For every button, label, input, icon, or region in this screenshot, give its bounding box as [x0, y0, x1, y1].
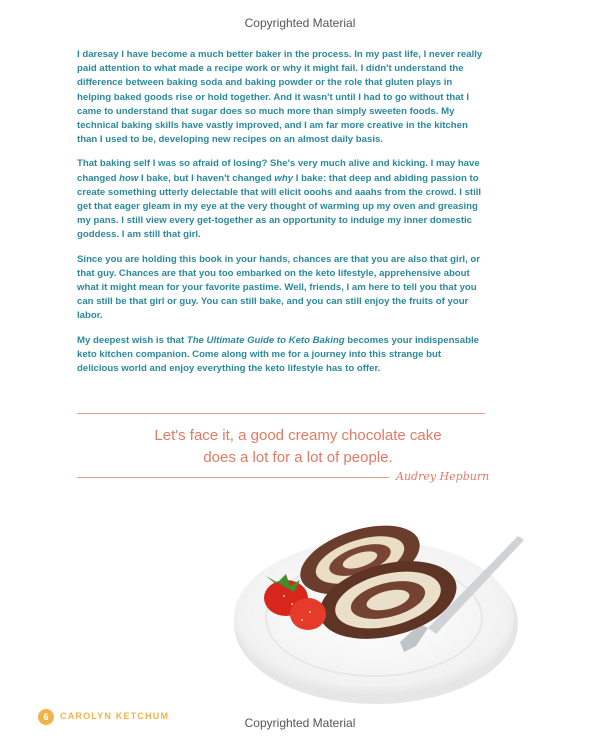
cake-roll-photo	[228, 496, 532, 708]
paragraph-4-part-a: My deepest wish is that	[77, 334, 187, 346]
paragraph-2-part-a: That baking self I was so afraid of losing? She's very much alive and kicking. I may have changed	[77, 158, 480, 184]
author-name: CAROLYN KETCHUM	[60, 711, 170, 721]
book-title: The Ultimate Guide to Keto Baking	[186, 334, 345, 346]
pull-quote-line-2: does a lot for a lot of people.	[203, 449, 393, 466]
quote-top-rule	[77, 413, 485, 414]
paragraph-3: Since you are holding this book in your hands, chances are that you are also that girl, or that guy. Chances are that you too embarked on the keto lifestyle, apprehensive about what it might mean for your favorite pastime. Well, friends, I am here to tell you that you can still be that girl or guy. You can still bake, and you can still enjoy the fruits of your labor.	[77, 253, 481, 322]
paragraph-4	[77, 334, 483, 377]
paragraph-2-part-c: I bake: that deep and abiding passion to create something utterly delectable that will elicit ooohs and aaahs from the crowd. I still get that eager gleam in my eye at the very thought of warming up my oven and greasing my pans. I still view every get-together as an opportunity to indulge my inner domestic goddess. I am still that girl.	[77, 172, 482, 241]
copyright-footer: Copyrighted Material	[244, 716, 356, 730]
emphasis-why: why	[274, 172, 294, 184]
page-number-badge: 6	[38, 709, 54, 725]
quote-attribution: Audrey Hepburn	[396, 470, 490, 483]
quote-bottom-rule	[77, 477, 389, 478]
copyright-header: Copyrighted Material	[244, 16, 356, 30]
paragraph-2	[77, 157, 483, 242]
paragraph-2-part-b: I bake, but I haven't changed	[138, 172, 275, 184]
paragraph-1: I daresay I have become a much better baker in the process. In my past life, I never really paid attention to what made a recipe work or why it might fail. I didn't understand the difference between baking soda and baking powder or the role that gluten plays in helping baked goods rise or hold together. And it wasn't until I had to go without that I came to understand that sugar does so much more than simply sweeten foods. My technical baking skills have vastly improved, and I am far more creative in the kitchen than I used to be, developing new recipes on an almost daily basis.	[77, 49, 483, 146]
body-text	[77, 48, 483, 386]
paragraph-4-part-b: becomes your indispensable keto kitchen companion. Come along with me for a journey into this strange but delicious world and enjoy everything the keto lifestyle has to offer.	[77, 334, 479, 375]
pull-quote-line-1: Let's face it, a good creamy chocolate cake	[154, 427, 442, 444]
emphasis-how: how	[119, 172, 139, 184]
